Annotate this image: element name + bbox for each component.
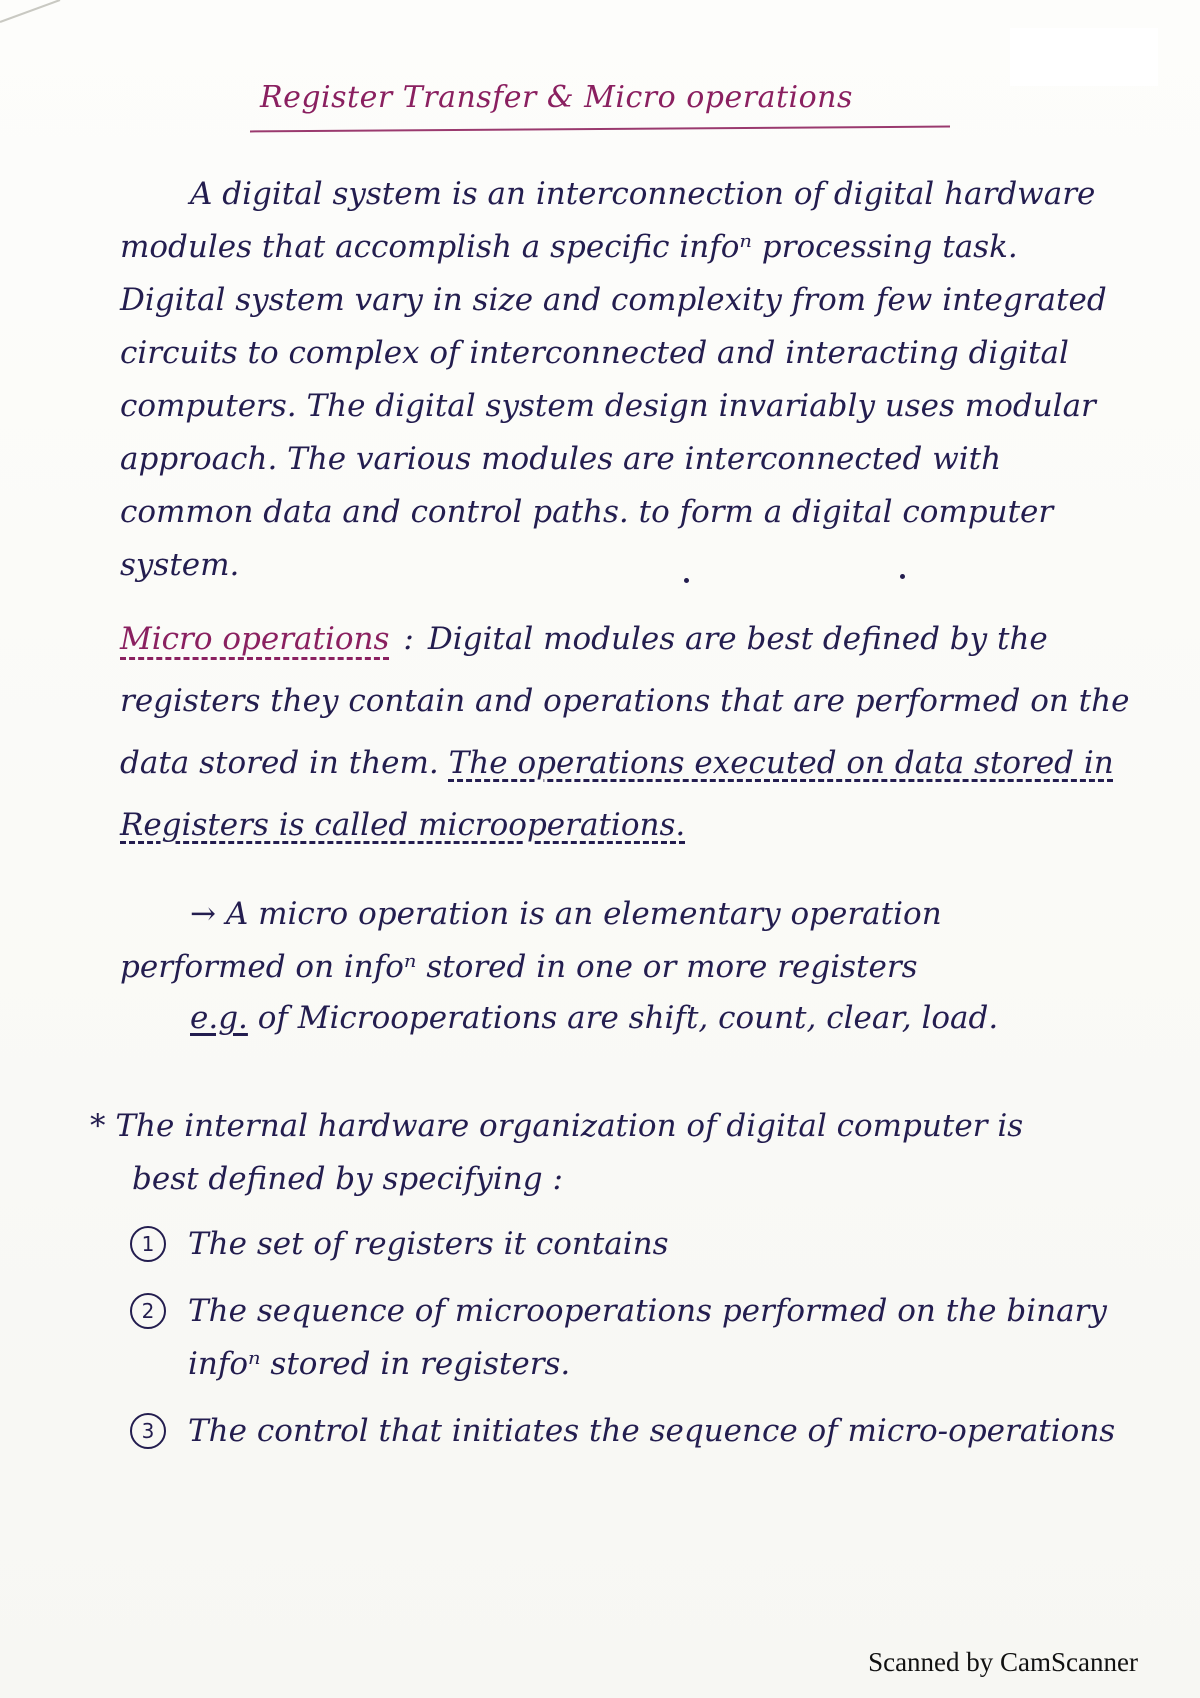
list-item — [130, 1405, 1130, 1458]
page-title: Register Transfer & Micro operations — [260, 80, 853, 115]
organization-paragraph — [90, 1100, 1130, 1206]
list-item-text: The sequence of microoperations performed on the binary infoⁿ stored in registers. — [188, 1293, 1107, 1382]
specification-list — [130, 1218, 1130, 1472]
circled-number: 2 — [130, 1293, 166, 1329]
heading-colon: : — [403, 621, 414, 657]
examples-text: of Microoperations are shift, count, clear, load. — [257, 1000, 999, 1036]
page-corner-mark — [0, 0, 120, 60]
micro-operations-definition: The operations executed on data stored in Registers is called microoperations. — [120, 745, 1114, 843]
micro-operations-heading: Micro operations — [120, 621, 390, 657]
ink-dot — [684, 578, 689, 583]
examples-line — [190, 1000, 1150, 1036]
list-item-text: The set of registers it contains — [188, 1226, 669, 1262]
list-item — [130, 1285, 1130, 1391]
micro-operation-definition-block — [120, 888, 1130, 994]
intro-paragraph: A digital system is an interconnection of digital hardware modules that accomplish a specific infoⁿ processing task. Digital system vary in size and complexity from few integrated circuits to complex of interconnected and interacting digital computers. The digital system design invariably uses modular approach. The various modules are interconnected with common data and control paths. to form a digital computer system. — [120, 176, 1107, 583]
circled-number: 1 — [130, 1226, 166, 1262]
white-patch — [1010, 28, 1158, 86]
definition-line-1: → A micro operation is an elementary operation — [190, 896, 942, 932]
list-item-text: The control that initiates the sequence of micro-operations — [188, 1413, 1116, 1449]
micro-operations-paragraph — [120, 608, 1130, 856]
list-item — [130, 1218, 1130, 1271]
organization-line-1: * The internal hardware organization of digital computer is — [90, 1108, 1024, 1144]
ink-dot — [900, 574, 905, 579]
organization-line-2: best defined by specifying : — [132, 1161, 563, 1197]
scanner-watermark: Scanned by CamScanner — [868, 1647, 1138, 1677]
definition-line-2: performed on infoⁿ stored in one or more registers — [120, 949, 918, 985]
circled-number: 3 — [130, 1413, 166, 1449]
micro-operations-body: Digital modules are best defined by the registers they contain and operations that are performed on the data stored in them. — [120, 621, 1130, 781]
examples-prefix: e.g. — [190, 1000, 248, 1036]
